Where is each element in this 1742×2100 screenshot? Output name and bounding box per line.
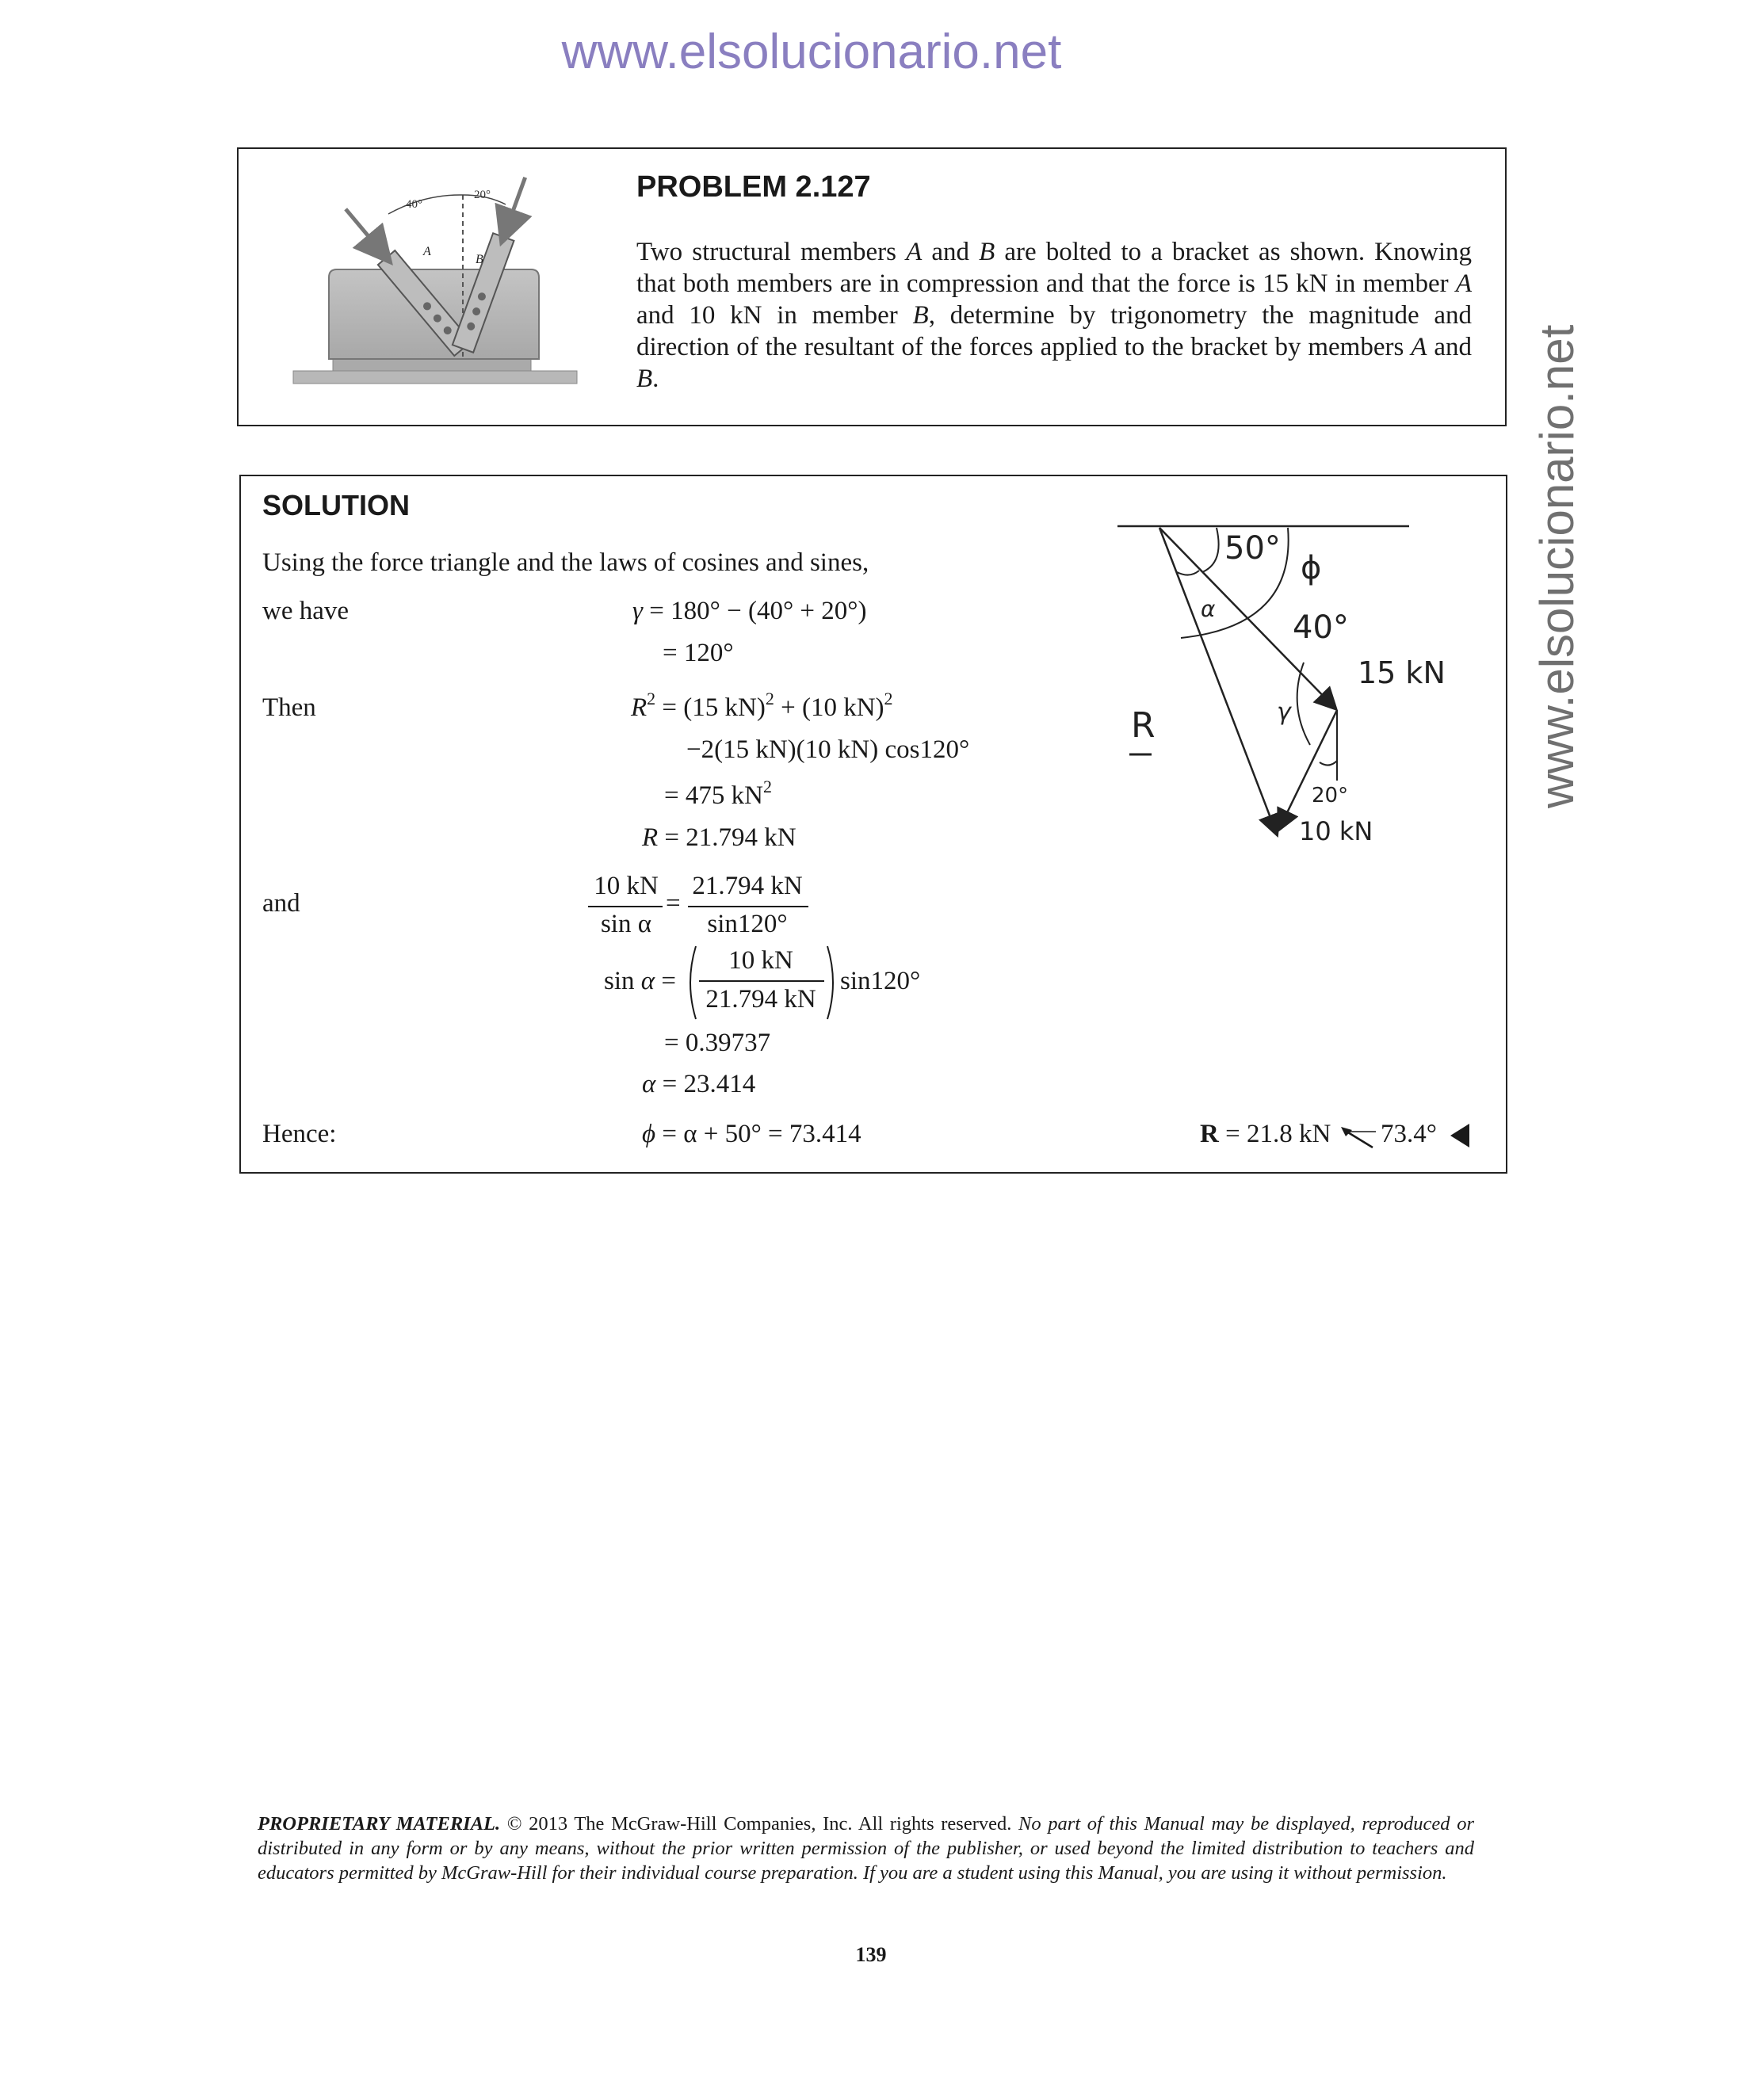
diag-angle-40: 40° — [1293, 609, 1349, 646]
solution-intro: Using the force triangle and the laws of cosines and sines, — [262, 548, 869, 577]
diag-force-15: 15 kN — [1358, 655, 1446, 690]
vector-resultant — [1159, 528, 1276, 832]
watermark-top: www.elsolucionario.net — [561, 25, 1062, 79]
answer-marker-icon — [1449, 1122, 1471, 1149]
diag-angle-20: 20° — [1312, 784, 1349, 808]
frac1-den: sin α — [600, 910, 652, 938]
sin-tail: sin120° — [840, 967, 921, 995]
diag-angle-50: 50° — [1224, 530, 1281, 567]
bracket-figure — [293, 190, 579, 388]
fig-angle-40: 40° — [406, 198, 422, 211]
frac2-num: 21.794 kN — [692, 872, 803, 900]
sin-frac-num: 10 kN — [728, 946, 793, 975]
solution-title: SOLUTION — [262, 489, 410, 521]
frac1-num: 10 kN — [594, 872, 659, 900]
problem-text: Two structural members A and B are bolted to a bracket as shown. Knowing that both members are in compression and that the force is 15 kN in member A and 10 kN in member B, determine by trigonometry the magnitude and direction of the resultant of the forces applied to the bracket by members A and B. — [636, 238, 1472, 393]
eq-r2-1: $R^2 = (15$ kN)$^2$ + (10 kN)$^2$ — [631, 689, 893, 722]
eq-r-value: R = 21.794 kN — [642, 823, 797, 852]
frac2-den: sin120° — [707, 910, 788, 938]
eq-gamma-1: γ = 180° − (40° + 20°) — [632, 597, 867, 625]
answer-angle: 73.4° — [1381, 1120, 1437, 1148]
fig-label-b: B — [476, 253, 483, 266]
eq-r2-2: −2(15 kN)(10 kN) cos120° — [686, 735, 970, 764]
label-and: and — [262, 889, 300, 918]
diag-alpha: α — [1201, 596, 1216, 622]
label-hence: Hence: — [262, 1120, 337, 1148]
eq-sin-alpha-lhs: sin α = — [604, 967, 676, 995]
eq-gamma-2: = 120° — [663, 639, 734, 667]
diag-gamma: γ — [1277, 698, 1291, 726]
force-triangle-diagram — [1114, 507, 1446, 856]
answer: R = 21.8 kN — [1200, 1120, 1331, 1148]
sin-frac-den: 21.794 kN — [705, 985, 816, 1014]
answer-direction-icon — [1339, 1124, 1379, 1152]
diag-phi: ϕ — [1301, 550, 1322, 586]
fig-label-a: A — [423, 245, 431, 258]
eq-alpha-value: α = 23.414 — [642, 1070, 756, 1098]
watermark-side: www.elsolucionario.net — [1530, 324, 1583, 808]
diag-resultant: R — [1131, 705, 1156, 746]
base-plate — [293, 371, 577, 384]
footer-copyright: PROPRIETARY MATERIAL. © 2013 The McGraw-Hill Companies, Inc. All rights reserved. No part of this Manual may be displayed, reproduced or distributed in any form or by any means, without the prior written permission of the publisher, or used beyond the limited distribution to teachers and educators permitted by McGraw-Hill for their individual course preparation. If you are a student using this Manual, you are using it without permission. — [258, 1813, 1474, 1884]
label-we-have: we have — [262, 597, 350, 625]
label-then: Then — [262, 693, 316, 722]
page-number: 139 — [855, 1943, 887, 1966]
problem-title: PROBLEM 2.127 — [636, 170, 871, 204]
eq-r2-3: = 475 $kN^2$ — [664, 777, 772, 810]
eq-sin-value: = 0.39737 — [664, 1029, 771, 1057]
eq-phi: ϕ = α + 50° = 73.414 — [642, 1120, 861, 1148]
vector-10kn — [1280, 710, 1337, 827]
fig-angle-20: 20° — [474, 189, 491, 201]
diag-force-10: 10 kN — [1299, 816, 1373, 846]
